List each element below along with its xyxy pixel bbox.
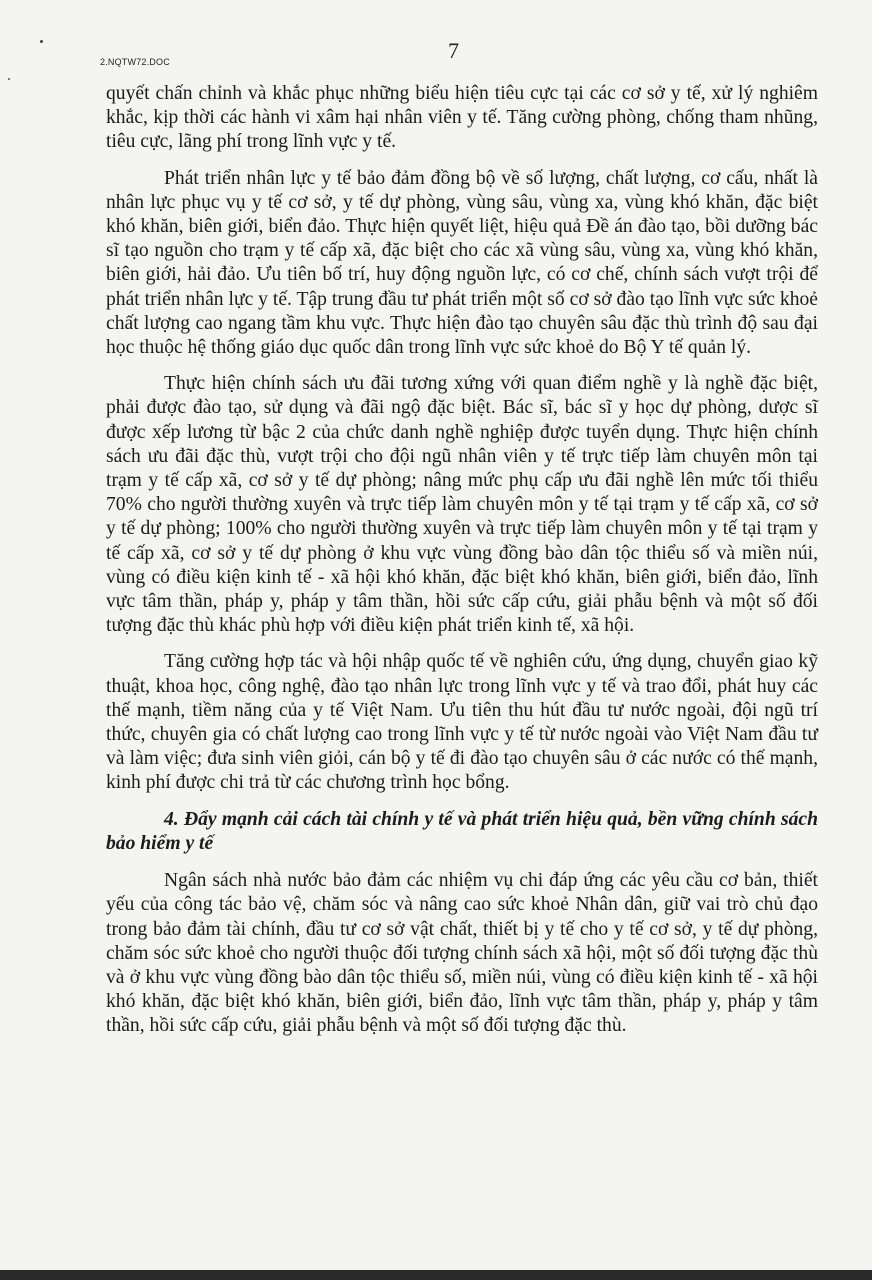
document-body — [106, 82, 818, 1051]
scan-bottom-edge — [0, 1270, 872, 1280]
scan-speck — [40, 40, 43, 43]
paragraph-incentive-policy: Thực hiện chính sách ưu đãi tương xứng với quan điểm nghề y là nghề đặc biệt, phải được đào tạo, sử dụng và đãi ngộ đặc biệt. Bác sĩ, bác sĩ y học dự phòng, dược sĩ được xếp lương từ bậc 2 của chức danh nghề nghiệp được tuyển dụng. Thực hiện chính sách ưu đãi đặc thù, vượt trội cho đội ngũ nhân viên y tế trực tiếp làm chuyên môn tại trạm y tế cấp xã, cơ sở y tế dự phòng; nâng mức phụ cấp ưu đãi nghề lên mức tối thiểu 70% cho người thường xuyên và trực tiếp làm chuyên môn y tế tại trạm y tế cấp xã, cơ sở y tế dự phòng; 100% cho người thường xuyên và trực tiếp làm chuyên môn y tế tại trạm y tế cấp xã, cơ sở y tế dự phòng ở khu vực vùng đồng bào dân tộc thiểu số và miền núi, vùng có điều kiện kinh tế - xã hội khó khăn, đặc biệt khó khăn, biên giới, biển đảo, lĩnh vực tâm thần, pháp y, pháp y tâm thần, hồi sức cấp cứu, giải phẫu bệnh và một số đối tượng đặc thù khác phù hợp với điều kiện phát triển kinh tế, xã hội. — [106, 373, 818, 637]
page-number: 7 — [448, 38, 459, 63]
paragraph-human-resources: Phát triển nhân lực y tế bảo đảm đồng bộ về số lượng, chất lượng, cơ cấu, nhất là nhân lực phục vụ y tế cơ sở, y tế dự phòng, vùng sâu, vùng xa, vùng khó khăn, đặc biệt khó khăn, biên giới, biển đảo. Thực hiện quyết liệt, hiệu quả Đề án đào tạo, bồi dưỡng bác sĩ tạo nguồn cho trạm y tế cấp xã, đặc biệt cho các xã vùng sâu, vùng xa, vùng khó khăn, biên giới, hải đảo. Ưu tiên bố trí, huy động nguồn lực, có cơ chế, chính sách vượt trội để phát triển nhân lực y tế. Tập trung đầu tư phát triển một số cơ sở đào tạo lĩnh vực sức khoẻ chất lượng cao ngang tầm khu vực. Thực hiện đào tạo chuyên sâu đặc thù trình độ sau đại học thuộc hệ thống giáo dục quốc dân trong lĩnh vực sức khoẻ do Bộ Y tế quản lý. — [106, 167, 818, 359]
paragraph-international-cooperation: Tăng cường hợp tác và hội nhập quốc tế về nghiên cứu, ứng dụng, chuyển giao kỹ thuật, khoa học, công nghệ, đào tạo nhân lực trong lĩnh vực y tế và trao đổi, phát huy các thế mạnh, tiềm năng của y tế Việt Nam. Ưu tiên thu hút đầu tư nước ngoài, đội ngũ trí thức, chuyên gia có chất lượng cao trong lĩnh vực y tế từ nước ngoài vào Việt Nam đầu tư và làm việc; đưa sinh viên giỏi, cán bộ y tế đi đào tạo chuyên sâu ở các nước có thế mạnh, kinh phí được chi trả từ các chương trình học bổng. — [106, 651, 818, 794]
paragraph-state-budget: Ngân sách nhà nước bảo đảm các nhiệm vụ chi đáp ứng các yêu cầu cơ bản, thiết yếu của công tác bảo vệ, chăm sóc và nâng cao sức khoẻ Nhân dân, giữ vai trò chủ đạo trong bảo đảm tài chính, đầu tư cơ sở vật chất, thiết bị y tế cho y tế cơ sở, y tế dự phòng, chăm sóc sức khoẻ cho người thuộc đối tượng chính sách xã hội, một số đối tượng đặc thù và ở khu vực vùng đồng bào dân tộc thiểu số, miền núi, vùng có điều kiện kinh tế - xã hội khó khăn, đặc biệt khó khăn, biên giới, biển đảo, lĩnh vực tâm thần, pháp y, pháp y tâm thần, hồi sức cấp cứu, giải phẫu bệnh và một số đối tượng đặc thù. — [106, 870, 818, 1037]
paragraph-continuation: quyết chấn chỉnh và khắc phục những biểu hiện tiêu cực tại các cơ sở y tế, xử lý nghiêm khắc, kịp thời các hành vi xâm hại nhân viên y tế. Tăng cường phòng, chống tham nhũng, tiêu cực, lãng phí trong lĩnh vực y tế. — [106, 83, 818, 153]
section-heading: 4. Đẩy mạnh cải cách tài chính y tế và phát triển hiệu quả, bền vững chính sách bảo hiểm y tế — [106, 808, 818, 854]
scan-speck — [8, 78, 10, 80]
file-name-label: 2.NQTW72.DOC — [100, 57, 170, 67]
